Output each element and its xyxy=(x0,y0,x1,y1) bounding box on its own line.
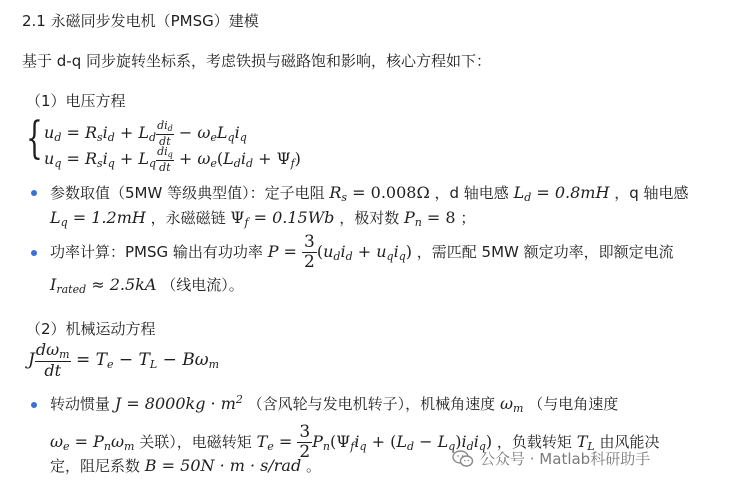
voltage-equation-title: （1）电压方程 xyxy=(26,92,126,110)
mechanical-params-line-1: 转动惯量 $J = 8000kg \cdot m^2$ （含风轮与发电机转子），机械角速度 $\omega_m$ （与电角速度 xyxy=(50,393,619,415)
watermark-text: 公众号 · Matlab科研助手 xyxy=(480,450,651,468)
mechanical-equation: J $\frac{d\omega_m}{dt}$ = $T_e - T_L - B\omega_m$ xyxy=(28,340,220,380)
section-heading: 2.1 永磁同步发电机（PMSG）建模 xyxy=(22,12,259,30)
equation-system-brace: { xyxy=(26,113,43,164)
bullet-dot xyxy=(31,250,37,256)
bullet-dot xyxy=(31,190,37,196)
mechanical-equation-title: （2）机械运动方程 xyxy=(26,320,156,338)
bullet-dot xyxy=(31,402,37,408)
parameters-line-1: 参数取值（5MW 等级典型值）：定子电阻 $R_s = 0.008\Omega$ ，d 轴电感 $L_d = 0.8mH$ ，q 轴电感 xyxy=(50,183,689,204)
parameters-line-2: $L_q = 1.2mH$ ，永磁磁链 $\Psi_f = 0.15Wb$ ，极对数 $P_n = 8$ ； xyxy=(50,208,476,229)
power-calculation-line-2: $I_{rated} \approx 2.5kA$ （线电流）。 xyxy=(50,275,244,296)
watermark xyxy=(452,448,650,469)
voltage-equation-q: $u_q = R_si_q + L_q$ $\frac{di_q}{dt}$ + $\omega_e(L_di_d + \Psi_f)$ xyxy=(44,145,301,174)
power-calculation-line-1: 功率计算：PMSG 输出有功功率 P = $\frac{3}{2}$ $(u_di_d + u_qi_q)$ ，需匹配 5MW 额定功率，即额定电流 xyxy=(50,232,674,272)
wechat-icon xyxy=(452,450,474,468)
voltage-equation-d: $u_d = R_si_d + L_d$ $\frac{di_d}{dt}$ − $\omega_eL_qi_q$ xyxy=(44,119,247,148)
intro-paragraph: 基于 d-q 同步旋转坐标系，考虑铁损与磁路饱和影响，核心方程如下： xyxy=(22,52,491,70)
mechanical-params-line-2: $\omega_e = P_n\omega_m$ 关联），电磁转矩 $T_e$ = $\frac{3}{2}$ $P_n(\Psi_fi_q + (L_d - L_q)i_di_q)$ ，负载转矩 $T_L$ 由风能决 xyxy=(50,422,660,462)
mechanical-params-line-3: 定，阻尼系数 B = 50N · m · s/rad 。 xyxy=(50,456,322,475)
